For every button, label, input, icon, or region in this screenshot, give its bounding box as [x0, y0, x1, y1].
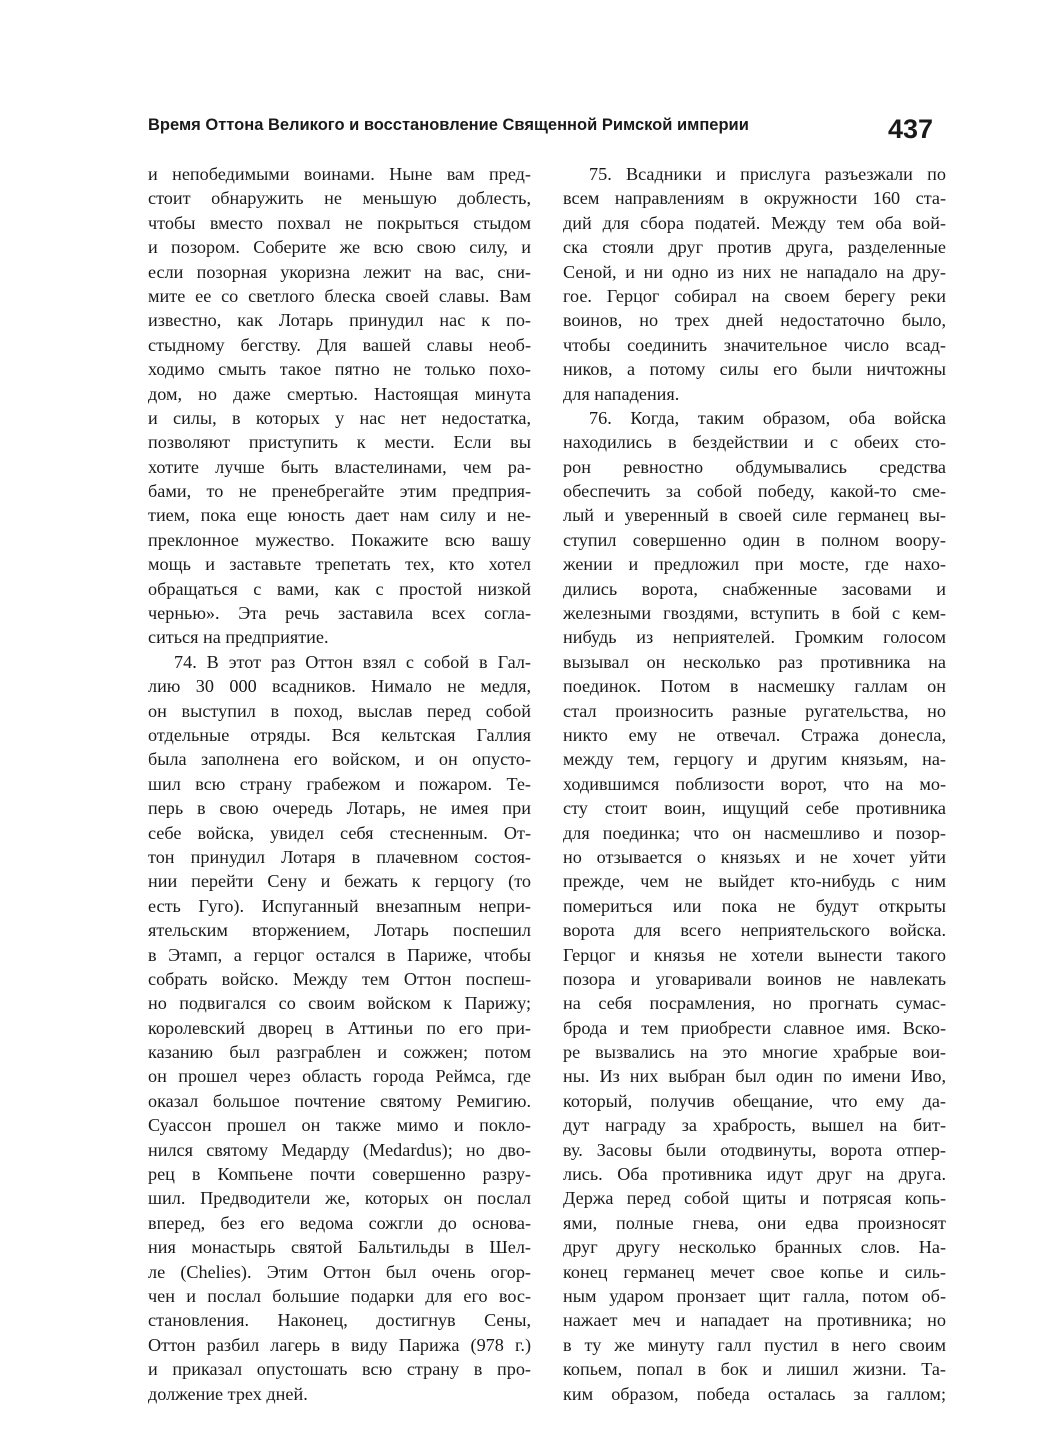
text-line: ния монастырь святой Бальтильды в Шел-	[148, 1237, 531, 1258]
text-line: перь в свою очередь Лотарь, не имея при	[148, 798, 531, 819]
text-line: вперед, без его ведома сожгли до основа-	[148, 1212, 531, 1233]
running-title: Время Оттона Великого и восстановление Священной Римской империи	[148, 116, 749, 134]
text-line: вызывал он несколько раз противника на	[563, 651, 946, 672]
right-text-column	[563, 162, 946, 1406]
text-line: чтобы соединить значительное число всад-	[563, 334, 946, 355]
page-number: 437	[888, 114, 934, 144]
text-line: отдельные отряды. Вся кельтская Галлия	[148, 724, 531, 745]
text-line: оказал большое почтение святому Ремигию.	[148, 1090, 531, 1111]
text-line: нибудь из неприятелей. Громким голосом	[563, 627, 946, 648]
text-line: нился святому Медарду (Medardus); но дво-	[148, 1139, 531, 1160]
text-line: и приказал опустошать всю страну в про-	[148, 1359, 531, 1380]
text-line: бами, то не пренебрегайте этим предприя-	[148, 481, 531, 502]
text-line: и силы, в которых у нас нет недостатка,	[148, 407, 531, 428]
text-line: и позором. Соберите же всю свою силу, и	[148, 237, 531, 258]
text-line: который, получив обещание, что ему да-	[563, 1090, 946, 1111]
text-line: он прошел через область города Реймса, где	[148, 1066, 531, 1087]
text-line: становления. Наконец, достигнув Сены,	[148, 1310, 531, 1331]
text-line: 75. Всадники и прислуга разъезжали по	[589, 164, 946, 184]
text-line: железными гвоздями, вступить в бой с кем-	[563, 603, 946, 624]
text-line: ны. Из них выбран был один по имени Иво,	[563, 1066, 946, 1087]
text-line: в Этамп, а герцог остался в Париже, чтобы	[148, 944, 531, 965]
text-line: была заполнена его войском, и он опусто-	[148, 749, 531, 770]
text-line: Герцог и князья не хотели вынести такого	[563, 944, 946, 965]
text-line: казанию был разграблен и сожжен; потом	[148, 1042, 531, 1063]
text-line: должение трех дней.	[148, 1383, 308, 1404]
text-line: никто ему не отвечал. Стража донесла,	[563, 724, 946, 745]
text-line: обеспечить за собой победу, какой-то сме-	[563, 481, 946, 502]
text-line: он выступил в поход, выслав перед собой	[148, 700, 531, 721]
text-line: сту стоит воин, ищущий себе противника	[563, 798, 946, 819]
text-line: всем направлениям в окружности 160 ста-	[563, 188, 946, 209]
left-text-column	[148, 162, 531, 1406]
text-line: брода и тем приобрести славное имя. Вско-	[563, 1017, 946, 1038]
text-line: но отзывается о князьях и не хочет уйти	[563, 846, 946, 867]
text-line: жении и предложил при мосте, где нахо-	[563, 554, 946, 575]
text-line: между тем, герцогу и другим князьям, на-	[563, 749, 946, 770]
text-line: поединок. Потом в насмешку галлам он	[563, 676, 946, 697]
text-line: ре вызвались на это многие храбрые вои-	[563, 1042, 946, 1063]
text-line: ным ударом пронзает щит галла, потом об-	[563, 1285, 946, 1306]
text-line: тием, пока еще юность дает нам силу и не-	[148, 505, 531, 526]
text-line: чернью». Эта речь заставила всех согла-	[148, 603, 531, 624]
text-line: хотите лучше быть властелинами, чем ра-	[148, 456, 531, 477]
text-line: есть Гуго). Испуганный внезапным непри-	[148, 895, 531, 916]
text-line: стал произносить разные ругательства, но	[563, 700, 946, 721]
text-line: рец в Компьене почти совершенно разру-	[148, 1164, 531, 1185]
text-line: ятельским вторжением, Лотарь поспешил	[148, 920, 531, 941]
text-line: мите ее со светлого блеска своей славы. Вам	[148, 285, 531, 306]
text-line: лись. Оба противника идут друг на друга.	[563, 1164, 946, 1185]
text-line: ситься на предприятие.	[148, 627, 329, 648]
text-line: ска стояли друг против друга, разделенные	[563, 237, 946, 258]
text-line: прежде, чем не выйдет кто-нибудь с ним	[563, 871, 946, 892]
text-line: преклонное мужество. Покажите всю вашу	[148, 529, 531, 550]
text-line: себе войска, увидел себя стесненным. От-	[148, 822, 531, 843]
text-line: дились ворота, снабженные засовами и	[563, 578, 946, 599]
text-line: гое. Герцог собирал на своем берегу реки	[563, 285, 946, 306]
text-line: и непобедимыми воинами. Ныне вам пред-	[148, 164, 531, 184]
text-line: ле (Chelies). Этим Оттон был очень огор-	[148, 1261, 531, 1282]
text-line: королевский дворец в Аттиньи по его при-	[148, 1017, 531, 1038]
text-line: дий для сбора податей. Между тем оба вой-	[563, 212, 946, 233]
text-line: в ту же минуту галл пустил в него своим	[563, 1334, 946, 1355]
text-line: Держа перед собой щиты и потрясая копь-	[563, 1188, 946, 1209]
text-line: ступил совершенно один в полном воору-	[563, 529, 946, 550]
text-line: ходимо смыть такое пятно не только похо-	[148, 359, 531, 380]
text-line: друг другу несколько бранных слов. На-	[563, 1237, 946, 1258]
text-line: ким образом, победа осталась за галлом;	[563, 1383, 946, 1404]
text-line: обращаться с вами, как с простой низкой	[148, 578, 531, 599]
text-line: позволяют приступить к мести. Если вы	[148, 432, 531, 453]
text-line: известно, как Лотарь принудил нас к по-	[148, 310, 531, 331]
text-line: шил всю страну грабежом и пожаром. Те-	[148, 773, 531, 794]
text-line: на себя посрамления, но прогнать сумас-	[563, 993, 946, 1014]
text-line: тон принудил Лотаря в плачевном состоя-	[148, 846, 531, 867]
text-line: ников, а потому силы его были ничтожны	[563, 359, 946, 380]
text-line: 76. Когда, таким образом, оба войска	[589, 407, 946, 428]
text-line: конец германец мечет свое копье и силь-	[563, 1261, 946, 1282]
text-line: чен и послал большие подарки для его вос-	[148, 1285, 531, 1306]
text-line: стоит обнаружить не меньшую доблесть,	[148, 188, 531, 209]
text-line: нии перейти Сену и бежать к герцогу (то	[148, 871, 531, 892]
text-line: шил. Предводители же, которых он послал	[148, 1188, 531, 1209]
text-line: ву. Засовы были отодвинуты, ворота отпер-	[563, 1139, 946, 1160]
text-line: мощь и заставьте трепетать тех, кто хотел	[148, 554, 531, 575]
text-line: для нападения.	[563, 383, 680, 404]
text-line: ходившимся поблизости ворот, что на мо-	[563, 773, 946, 794]
text-line: лию 30 000 всадников. Нимало не медля,	[148, 676, 531, 697]
text-line: дут награду за храбрость, вышел на бит-	[563, 1115, 946, 1136]
text-line: для поединка; что он насмешливо и позор-	[563, 822, 946, 843]
text-line: воинов, но трех дней недостаточно было,	[563, 310, 946, 331]
text-line: Суассон прошел он также мимо и покло-	[148, 1115, 531, 1136]
text-line: но подвигался со своим войском к Парижу;	[148, 993, 531, 1014]
text-line: стыдному бегству. Для вашей славы необ-	[148, 334, 531, 355]
text-line: дом, но даже смертью. Настоящая минута	[148, 383, 531, 404]
text-line: лый и уверенный в своей силе германец вы-	[563, 505, 946, 526]
text-line: ворота для всего неприятельского войска.	[563, 920, 946, 941]
text-line: Сеной, и ни одно из них не нападало на дру-	[563, 261, 946, 282]
text-line: копьем, попал в бок и лишил жизни. Та-	[563, 1359, 946, 1380]
text-line: если позорная укоризна лежит на вас, сни-	[148, 261, 531, 282]
text-line: помериться или пока не будут открыты	[563, 895, 946, 916]
text-line: Оттон разбил лагерь в виду Парижа (978 г.)	[148, 1334, 531, 1355]
text-line: 74. В этот раз Оттон взял с собой в Гал-	[174, 651, 531, 672]
text-line: собрать войско. Между тем Оттон поспеш-	[148, 968, 531, 989]
text-line: ями, полные гнева, они едва произносят	[563, 1212, 946, 1233]
text-line: находились в бездействии и с обеих сто-	[563, 432, 946, 453]
text-line: рон ревностно обдумывались средства	[563, 456, 946, 477]
text-line: позора и уговаривали воинов не навлекать	[563, 968, 946, 989]
text-line: нажает меч и нападает на противника; но	[563, 1310, 946, 1331]
text-line: чтобы вместо похвал не покрыться стыдом	[148, 212, 531, 233]
